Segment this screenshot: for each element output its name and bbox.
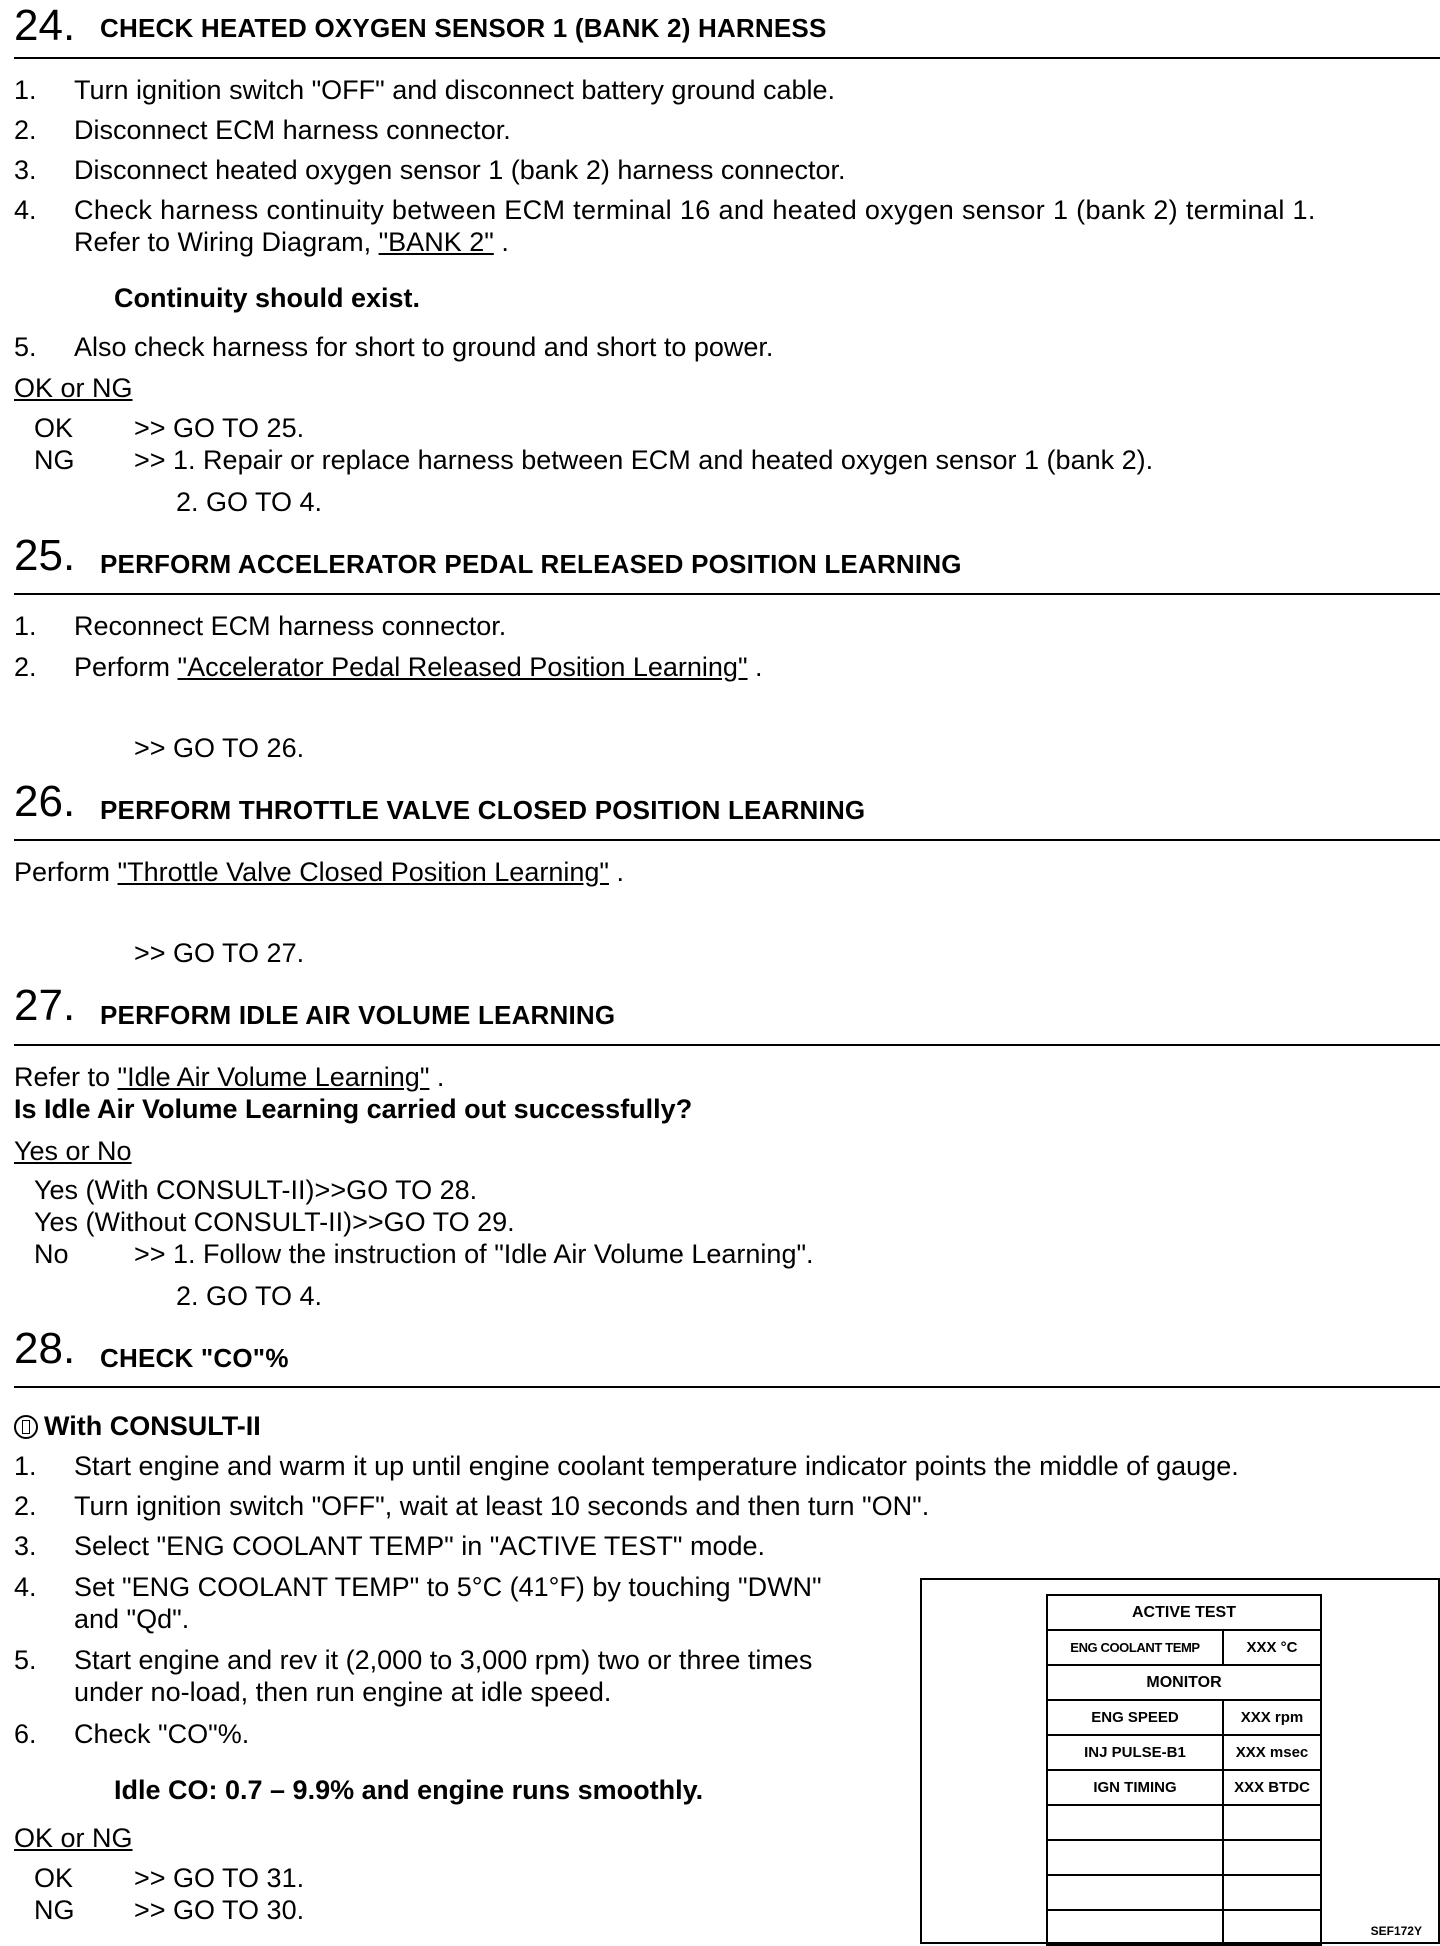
list-item: 4. Check harness continuity between ECM terminal 16 and heated oxygen sensor 1 (bank 2) terminal 1.	[14, 195, 1316, 225]
list-item: 2. Perform "Accelerator Pedal Released Position Learning" .	[14, 652, 763, 682]
step-number-27: 27.	[14, 981, 76, 1030]
no-result: >> 1. Follow the instruction of "Idle Air Volume Learning".	[134, 1239, 814, 1269]
section-divider	[14, 593, 1440, 595]
list-item: 1. Turn ignition switch "OFF" and disconnect battery ground cable.	[14, 75, 836, 105]
wiring-diagram-link[interactable]: "BANK 2"	[378, 227, 494, 257]
table-cell: XXX °C	[1223, 1630, 1321, 1665]
table-cell: XXX rpm	[1223, 1700, 1321, 1735]
list-item: 1. Reconnect ECM harness connector.	[14, 611, 507, 641]
ng-label: NG	[34, 1895, 75, 1925]
list-item: 4. Set "ENG COOLANT TEMP" to 5°C (41°F) by touching "DWN"	[14, 1572, 822, 1602]
table-row	[1047, 1840, 1321, 1875]
table-cell: XXX msec	[1223, 1735, 1321, 1770]
step-number-26: 26.	[14, 777, 76, 826]
table-cell: XXX BTDC	[1223, 1770, 1321, 1805]
ok-result: >> GO TO 31.	[134, 1863, 305, 1893]
step-number-25: 25.	[14, 531, 76, 580]
table-row	[1047, 1735, 1321, 1770]
list-item: 3. Select "ENG COOLANT TEMP" in "ACTIVE TEST" mode.	[14, 1531, 766, 1561]
section-divider	[14, 57, 1440, 59]
yes-result: Yes (Without CONSULT-II)>>GO TO 29.	[34, 1207, 515, 1237]
ok-label: OK	[34, 413, 74, 443]
spec-text: Continuity should exist.	[114, 283, 421, 313]
active-test-screen-figure	[920, 1578, 1440, 1944]
no-result-2: 2. GO TO 4.	[176, 1281, 323, 1311]
list-item: 6. Check "CO"%.	[14, 1719, 250, 1749]
ok-result: >> GO TO 25.	[134, 413, 305, 443]
list-item-continuation: Refer to Wiring Diagram, "BANK 2" .	[74, 227, 509, 257]
go-to-text: >> GO TO 26.	[134, 733, 305, 763]
judgement-label: Yes or No	[14, 1136, 132, 1166]
no-label: No	[34, 1239, 69, 1269]
paragraph: Refer to "Idle Air Volume Learning" .	[14, 1062, 445, 1092]
judgement-label: OK or NG	[14, 373, 133, 403]
section-divider	[14, 1386, 1440, 1388]
active-test-table	[1046, 1594, 1322, 1946]
table-row	[1047, 1805, 1321, 1840]
list-item: 5. Also check harness for short to ground and short to power.	[14, 332, 774, 362]
ok-label: OK	[34, 1863, 74, 1893]
table-cell	[1047, 1875, 1223, 1910]
paragraph: Perform "Throttle Valve Closed Position Learning" .	[14, 857, 624, 887]
section-divider	[14, 1044, 1440, 1046]
table-cell	[1223, 1840, 1321, 1875]
table-row	[1047, 1630, 1321, 1665]
list-item: 1. Start engine and warm it up until engine coolant temperature indicator points the middle of gauge.	[14, 1451, 1239, 1481]
list-item: 3. Disconnect heated oxygen sensor 1 (bank 2) harness connector.	[14, 155, 846, 185]
section-title-24: CHECK HEATED OXYGEN SENSOR 1 (BANK 2) HARNESS	[100, 13, 827, 43]
table-cell	[1047, 1805, 1223, 1840]
table-cell: IGN TIMING	[1047, 1770, 1223, 1805]
table-cell: ENG SPEED	[1047, 1700, 1223, 1735]
figure-code: SEF172Y	[1370, 1924, 1422, 1938]
section-title-27: PERFORM IDLE AIR VOLUME LEARNING	[100, 1000, 616, 1030]
table-row	[1047, 1700, 1321, 1735]
ng-result: >> 1. Repair or replace harness between ECM and heated oxygen sensor 1 (bank 2).	[134, 445, 1154, 475]
ng-result: >> GO TO 30.	[134, 1895, 305, 1925]
yes-result: Yes (With CONSULT-II)>>GO TO 28.	[34, 1175, 478, 1205]
section-divider	[14, 839, 1440, 841]
table-cell: ENG COOLANT TEMP	[1047, 1630, 1223, 1665]
accelerator-learning-link[interactable]: "Accelerator Pedal Released Position Learning"	[177, 652, 748, 682]
section-title-25: PERFORM ACCELERATOR PEDAL RELEASED POSITION LEARNING	[100, 549, 962, 579]
table-subheader: MONITOR	[1047, 1665, 1321, 1700]
ng-label: NG	[34, 445, 75, 475]
ng-result-2: 2. GO TO 4.	[176, 487, 323, 517]
throttle-learning-link[interactable]: "Throttle Valve Closed Position Learning"	[117, 857, 609, 887]
section-title-28: CHECK "CO"%	[100, 1343, 289, 1373]
table-cell	[1223, 1805, 1321, 1840]
table-row	[1047, 1770, 1321, 1805]
section-title-26: PERFORM THROTTLE VALVE CLOSED POSITION LEARNING	[100, 795, 866, 825]
step-number-24: 24.	[14, 1, 76, 50]
consult-tool-icon	[14, 1415, 38, 1439]
spec-text: Idle CO: 0.7 – 9.9% and engine runs smoothly.	[114, 1775, 704, 1805]
with-consult-heading: With CONSULT-II	[14, 1410, 261, 1442]
idle-air-learning-link[interactable]: "Idle Air Volume Learning"	[117, 1062, 430, 1092]
table-row	[1047, 1875, 1321, 1910]
list-item-continuation: under no-load, then run engine at idle speed.	[74, 1677, 612, 1707]
table-cell	[1223, 1875, 1321, 1910]
question-text: Is Idle Air Volume Learning carried out successfully?	[14, 1094, 693, 1124]
table-header: ACTIVE TEST	[1047, 1595, 1321, 1630]
step-number-28: 28.	[14, 1324, 76, 1373]
judgement-label: OK or NG	[14, 1823, 133, 1853]
table-cell: INJ PULSE-B1	[1047, 1735, 1223, 1770]
list-item: 5. Start engine and rev it (2,000 to 3,000 rpm) two or three times	[14, 1645, 813, 1675]
list-item-continuation: and "Qd".	[74, 1604, 190, 1634]
list-item: 2. Disconnect ECM harness connector.	[14, 115, 511, 145]
go-to-text: >> GO TO 27.	[134, 938, 305, 968]
list-item: 2. Turn ignition switch "OFF", wait at least 10 seconds and then turn "ON".	[14, 1491, 930, 1521]
table-cell	[1047, 1840, 1223, 1875]
